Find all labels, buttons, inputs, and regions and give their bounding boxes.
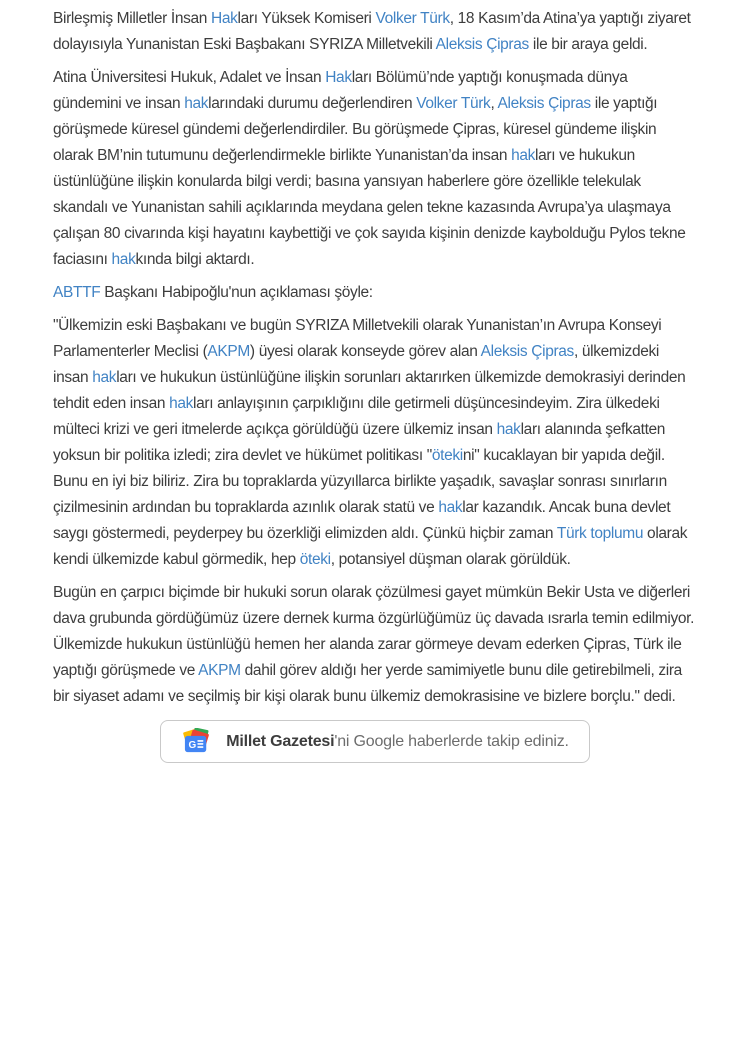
google-news-icon (181, 728, 213, 755)
text-run: kında bilgi aktardı. (135, 251, 255, 268)
follow-badge-brand: Millet Gazetesi (226, 732, 335, 750)
text-run: Bugün en çarpıcı biçimde bir hukuki sorun olarak çözülmesi gayet mümkün Bekir Usta ve diğerleri dava grubunda gördüğümüz üzere dernek kurma özgürlüğümüz üç davada ısrarla temin edilmiyor. Ülkemizde hukukun üstünlüğü hemen her alanda zarar görmeye devam ederken Çipras, Türk ile yaptığı görüşmede ve (53, 584, 695, 679)
text-run: ları Yüksek Komiseri (237, 10, 376, 27)
google-news-follow-badge[interactable] (160, 720, 590, 763)
follow-badge-suffix: 'ni Google haberlerde takip ediniz. (334, 732, 569, 750)
article-paragraph (53, 313, 697, 573)
inline-link[interactable]: hak (169, 395, 194, 412)
inline-link[interactable]: AKPM (198, 662, 241, 679)
inline-link[interactable]: hak (111, 251, 136, 268)
text-run: olarak kendi ülkemizde kabul görmedik, hep (53, 525, 688, 568)
inline-link[interactable]: Volker Türk (416, 95, 491, 112)
text-run: dahil görev aldığı her yerde samimiyetle bunu dile getirebilmeli, zira bir siyaset adamı ve seçilmiş bir kişi olarak bunu ülkemiz demokrasisine ve bizlere borçlu." dedi. (53, 662, 682, 705)
text-run: "Ülkemizin eski Başbakanı ve bugün SYRIZA Milletvekili olarak Yunanistan’ın Avrupa Konseyi Parlamenterler Meclisi ( (53, 317, 662, 360)
text-run: , potansiyel düşman olarak görüldük. (330, 551, 571, 568)
article-paragraph (53, 280, 697, 306)
inline-link[interactable]: hak (438, 499, 463, 516)
text-run: ni" kucaklayan bir yapıda değil. Bunu en iyi biz biliriz. Zira bu topraklarda yüzyıllarca birlikte yaşadık, savaşlar sonrası sınırların çizilmesinin ardından bu topraklarda azınlık olarak statü ve (53, 447, 667, 516)
text-run: , ülkemizdeki insan (53, 343, 659, 386)
inline-link[interactable]: Aleksis Çipras (480, 343, 574, 360)
inline-link[interactable]: öteki (431, 447, 463, 464)
article-paragraph (53, 6, 697, 58)
text-run: ile yaptığı görüşmede küresel gündemi değerlendirdiler. Bu görüşmede Çipras, küresel gündeme ilişkin olarak BM’nin tutumunu değerlendirmekle birlikte Yunanistan’da insan (53, 95, 658, 164)
text-run: ) üyesi olarak konseyde görev alan (249, 343, 481, 360)
inline-link[interactable]: hak (511, 147, 536, 164)
text-run: ları Bölümü’nde yaptığı konuşmada dünya gündemini ve insan (53, 69, 628, 112)
inline-link[interactable]: Hak (325, 69, 352, 86)
inline-link[interactable]: Aleksis Çipras (435, 36, 529, 53)
text-run: lar kazandık. Ancak buna devlet saygı göstermedi, peyderpey bu özerkliği elimizden aldı. Çünkü hiçbir zaman (53, 499, 671, 542)
follow-badge-text (226, 733, 569, 751)
text-run: , (490, 95, 498, 112)
text-run: ları alanında şefkatten yoksun bir politika izledi; zira devlet ve hükümet politikası " (53, 421, 666, 464)
text-run: Atina Üniversitesi Hukuk, Adalet ve İnsan (53, 69, 326, 86)
inline-link[interactable]: Volker Türk (375, 10, 450, 27)
inline-link[interactable]: Hak (211, 10, 238, 27)
svg-text:G: G (188, 739, 197, 751)
inline-link[interactable]: hak (184, 95, 209, 112)
inline-link[interactable]: hak (496, 421, 521, 438)
inline-link[interactable]: ABTTF (53, 284, 101, 301)
follow-badge-row (0, 720, 750, 763)
text-run: ile bir araya geldi. (528, 36, 648, 53)
text-run: larındaki durumu değerlendiren (208, 95, 417, 112)
text-run: Başkanı Habipoğlu'nun açıklaması şöyle: (100, 284, 373, 301)
inline-link[interactable]: öteki (299, 551, 331, 568)
inline-link[interactable]: Türk toplumu (556, 525, 644, 542)
article-paragraph (53, 65, 697, 273)
text-run: ları anlayışının çarpıklığını dile getirmeli düşüncesindeyim. Zira ülkedeki mülteci krizi ve geri itmelerde açıkça görüldüğü üzere ülkemiz insan (53, 395, 660, 438)
article-paragraph (53, 580, 697, 710)
inline-link[interactable]: hak (92, 369, 117, 386)
text-run: Birleşmiş Milletler İnsan (53, 10, 211, 27)
inline-link[interactable]: Aleksis Çipras (497, 95, 591, 112)
inline-link[interactable]: AKPM (207, 343, 250, 360)
text-run: ları ve hukukun üstünlüğüne ilişkin konularda bilgi verdi; basına yansıyan haberlere göre özellikle telekulak skandalı ve Yunanistan sahili açıklarında meydana gelen tekne kazasında Avrupa’ya ulaşmaya çalışan 80 civarında kişi hayatını kaybettiği ve çok sayıda kişinin denizde kaybolduğu Pylos tekne faciasını (53, 147, 686, 268)
text-run: ları ve hukukun üstünlüğüne ilişkin sorunları aktarırken ülkemizde demokrasiyi derinden tehdit eden insan (53, 369, 686, 412)
text-run: , 18 Kasım’da Atina’ya yaptığı ziyaret dolayısıyla Yunanistan Eski Başbakanı SYRIZA Milletvekili (53, 10, 691, 53)
